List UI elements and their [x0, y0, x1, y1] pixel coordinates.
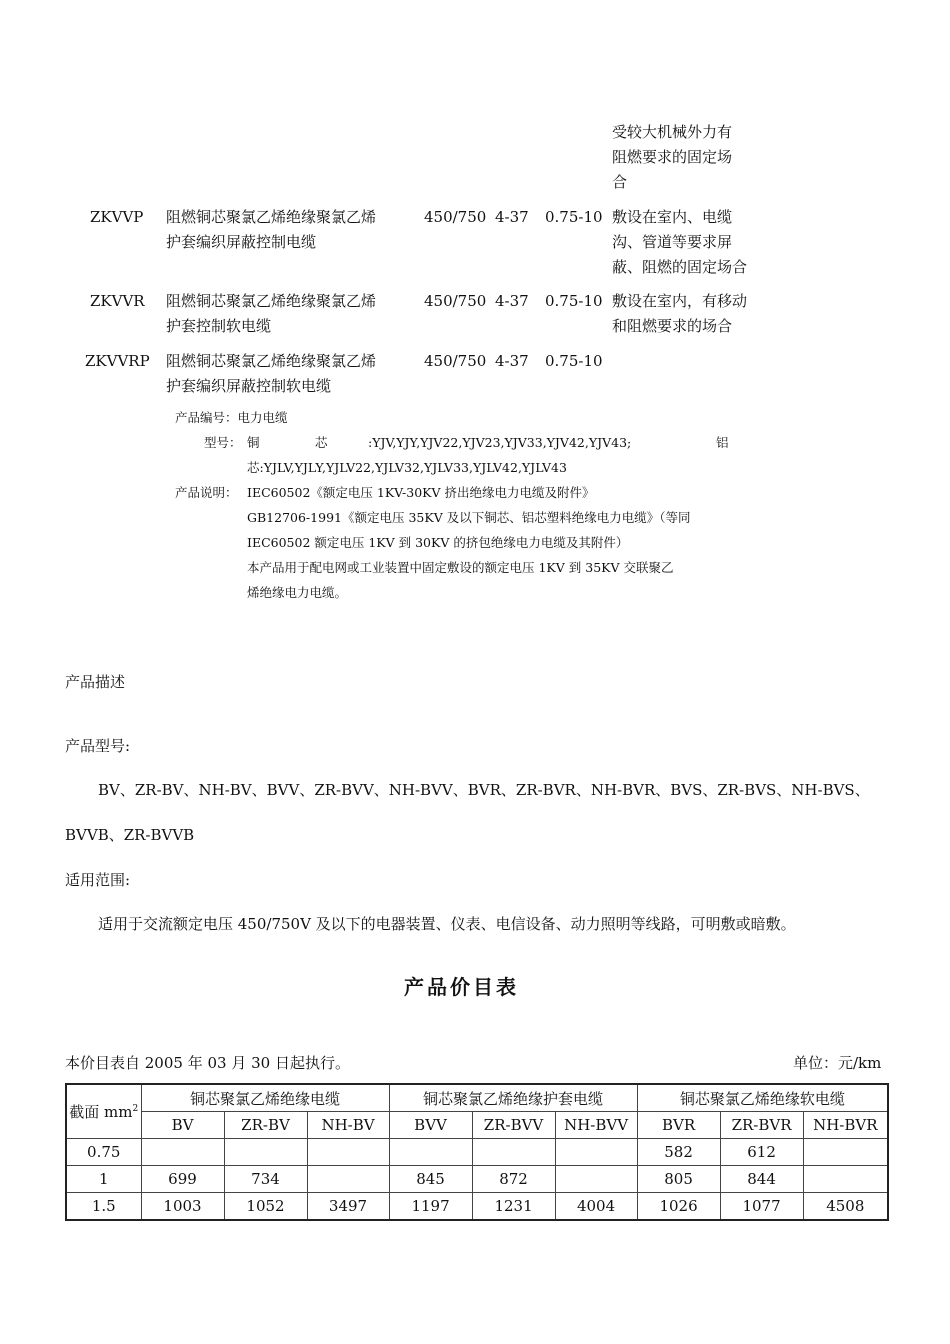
table-cell: 1231	[472, 1193, 555, 1221]
row-name	[166, 349, 376, 399]
desc-label: 产品说明：	[175, 485, 238, 500]
row-voltage: 450/750	[424, 292, 487, 310]
desc-line: 敷设在室内、电缆	[612, 208, 733, 226]
table-cell: 3497	[307, 1193, 389, 1221]
table-row	[66, 1166, 888, 1193]
scope-heading: 适用范围:	[65, 871, 131, 889]
section-heading: 产品描述	[65, 673, 126, 691]
table-cell: 734	[224, 1166, 307, 1193]
row-cores: 4-37	[495, 352, 529, 370]
row-name	[166, 205, 376, 255]
column-header: BV	[141, 1112, 224, 1139]
table-cell: 1197	[389, 1193, 472, 1221]
table-cell	[555, 1166, 637, 1193]
table-cell	[224, 1139, 307, 1166]
product-code-label: 产品编号：	[175, 410, 238, 425]
group-header: 铜芯聚氯乙烯绝缘电缆	[141, 1084, 389, 1112]
table-cell	[307, 1139, 389, 1166]
table-cell	[803, 1139, 888, 1166]
column-header: ZR-BVV	[472, 1112, 555, 1139]
scope-text: 适用于交流额定电压 450/750V 及以下的电器装置、仪表、电信设备、动力照明等线路，可明敷或暗敷。	[98, 915, 796, 933]
table-cell: 582	[637, 1139, 720, 1166]
row-name	[166, 289, 376, 339]
row-section: 0.75-10	[545, 352, 603, 370]
table-row	[66, 1139, 888, 1166]
column-header: ZR-BVR	[720, 1112, 803, 1139]
models-line: BVVB、ZR-BVVB	[65, 826, 195, 844]
table-cell	[472, 1139, 555, 1166]
table-cell: 4508	[803, 1193, 888, 1221]
type-copper-models: :YJV,YJY,YJV22,YJV23,YJV33,YJV42,YJV43;	[368, 435, 632, 450]
name-line: 护套编织屏蔽控制电缆	[166, 233, 317, 251]
group-header: 铜芯聚氯乙烯绝缘软电缆	[637, 1084, 888, 1112]
table-cell: 845	[389, 1166, 472, 1193]
table-cell	[803, 1166, 888, 1193]
table-cell: 1077	[720, 1193, 803, 1221]
desc-lines	[247, 480, 690, 605]
table-cell	[141, 1139, 224, 1166]
column-header: NH-BVR	[803, 1112, 888, 1139]
column-header: NH-BV	[307, 1112, 389, 1139]
type-al-char1: 铝	[716, 435, 729, 450]
unit-label: 单位：元/km	[793, 1054, 882, 1072]
row-cores: 4-37	[495, 292, 529, 310]
product-code-value: 电力电缆	[237, 410, 288, 425]
table-cell	[389, 1139, 472, 1166]
row-voltage: 450/750	[424, 352, 487, 370]
table-cell: 4004	[555, 1193, 637, 1221]
column-header: BVR	[637, 1112, 720, 1139]
table-cell: 872	[472, 1166, 555, 1193]
desc-line: 沟、管道等要求屏	[612, 233, 733, 251]
row-section: 0.75-10	[545, 208, 603, 226]
type-copper-char2: 芯	[315, 435, 328, 450]
cont-desc	[612, 120, 732, 195]
row-section: 0.75-10	[545, 292, 603, 310]
desc-line: 敷设在室内，有移动	[612, 292, 748, 310]
desc-line: 本产品用于配电网或工业装置中固定敷设的额定电压 1KV 到 35KV 交联聚乙	[247, 560, 674, 575]
desc-line: 合	[612, 173, 628, 191]
effective-date: 本价目表自 2005 年 03 月 30 日起执行。	[65, 1054, 350, 1072]
column-header: ZR-BV	[224, 1112, 307, 1139]
desc-line: 阻燃要求的固定场	[612, 148, 733, 166]
table-cell: 0.75	[66, 1139, 141, 1166]
table-cell: 1052	[224, 1193, 307, 1221]
table-cell	[555, 1139, 637, 1166]
desc-line: IEC60502 额定电压 1KV 到 30KV 的挤包绝缘电力电缆及其附件）	[247, 535, 629, 550]
row-model: ZKVVP	[90, 208, 144, 226]
row-voltage: 450/750	[424, 208, 487, 226]
name-line: 阻燃铜芯聚氯乙烯绝缘聚氯乙烯	[166, 208, 377, 226]
table-cell: 1003	[141, 1193, 224, 1221]
row-cores: 4-37	[495, 208, 529, 226]
name-line: 阻燃铜芯聚氯乙烯绝缘聚氯乙烯	[166, 292, 377, 310]
desc-line: 烯绝缘电力电缆。	[247, 585, 348, 600]
name-line: 阻燃铜芯聚氯乙烯绝缘聚氯乙烯	[166, 352, 377, 370]
row-model: ZKVVR	[90, 292, 145, 310]
table-cell	[307, 1166, 389, 1193]
type-al-line2: 芯:YJLV,YJLY,YJLV22,YJLV32,YJLV33,YJLV42,YJLV43	[247, 460, 567, 475]
group-header-row	[66, 1084, 888, 1112]
table-cell: 805	[637, 1166, 720, 1193]
section-header: 截面 $mm^2$	[66, 1084, 141, 1139]
desc-line: GB12706-1991《额定电压 35KV 及以下铜芯、铝芯塑料绝缘电力电缆》（等同	[247, 510, 691, 525]
table-cell: 699	[141, 1166, 224, 1193]
type-label: 型号：	[204, 435, 242, 450]
name-line: 护套控制软电缆	[166, 317, 272, 335]
desc-line: 受较大机械外力有	[612, 123, 733, 141]
models-line: BV、ZR-BV、NH-BV、BVV、ZR-BVV、NH-BVV、BVR、ZR-BVR、NH-BVR、BVS、ZR-BVS、NH-BVS、	[98, 781, 870, 799]
desc-line: IEC60502《额定电压 1KV-30KV 挤出绝缘电力电缆及附件》	[247, 485, 595, 500]
table-cell: 1.5	[66, 1193, 141, 1221]
table-row	[66, 1193, 888, 1221]
table-cell: 844	[720, 1166, 803, 1193]
price-list-title: 产品价目表	[404, 975, 519, 999]
row-desc	[612, 205, 747, 280]
desc-line: 蔽、阻燃的固定场合	[612, 258, 748, 276]
column-header-row	[66, 1112, 888, 1139]
row-desc	[612, 289, 747, 339]
name-line: 护套编织屏蔽控制软电缆	[166, 377, 332, 395]
model-heading: 产品型号:	[65, 737, 131, 755]
table-cell: 1026	[637, 1193, 720, 1221]
product-code	[175, 405, 288, 430]
type-copper-char1: 铜	[247, 435, 260, 450]
price-table	[65, 1083, 889, 1221]
group-header: 铜芯聚氯乙烯绝缘护套电缆	[389, 1084, 637, 1112]
desc-line: 和阻燃要求的场合	[612, 317, 733, 335]
table-cell: 1	[66, 1166, 141, 1193]
row-model: ZKVVRP	[85, 352, 150, 370]
column-header: NH-BVV	[555, 1112, 637, 1139]
column-header: BVV	[389, 1112, 472, 1139]
table-cell: 612	[720, 1139, 803, 1166]
